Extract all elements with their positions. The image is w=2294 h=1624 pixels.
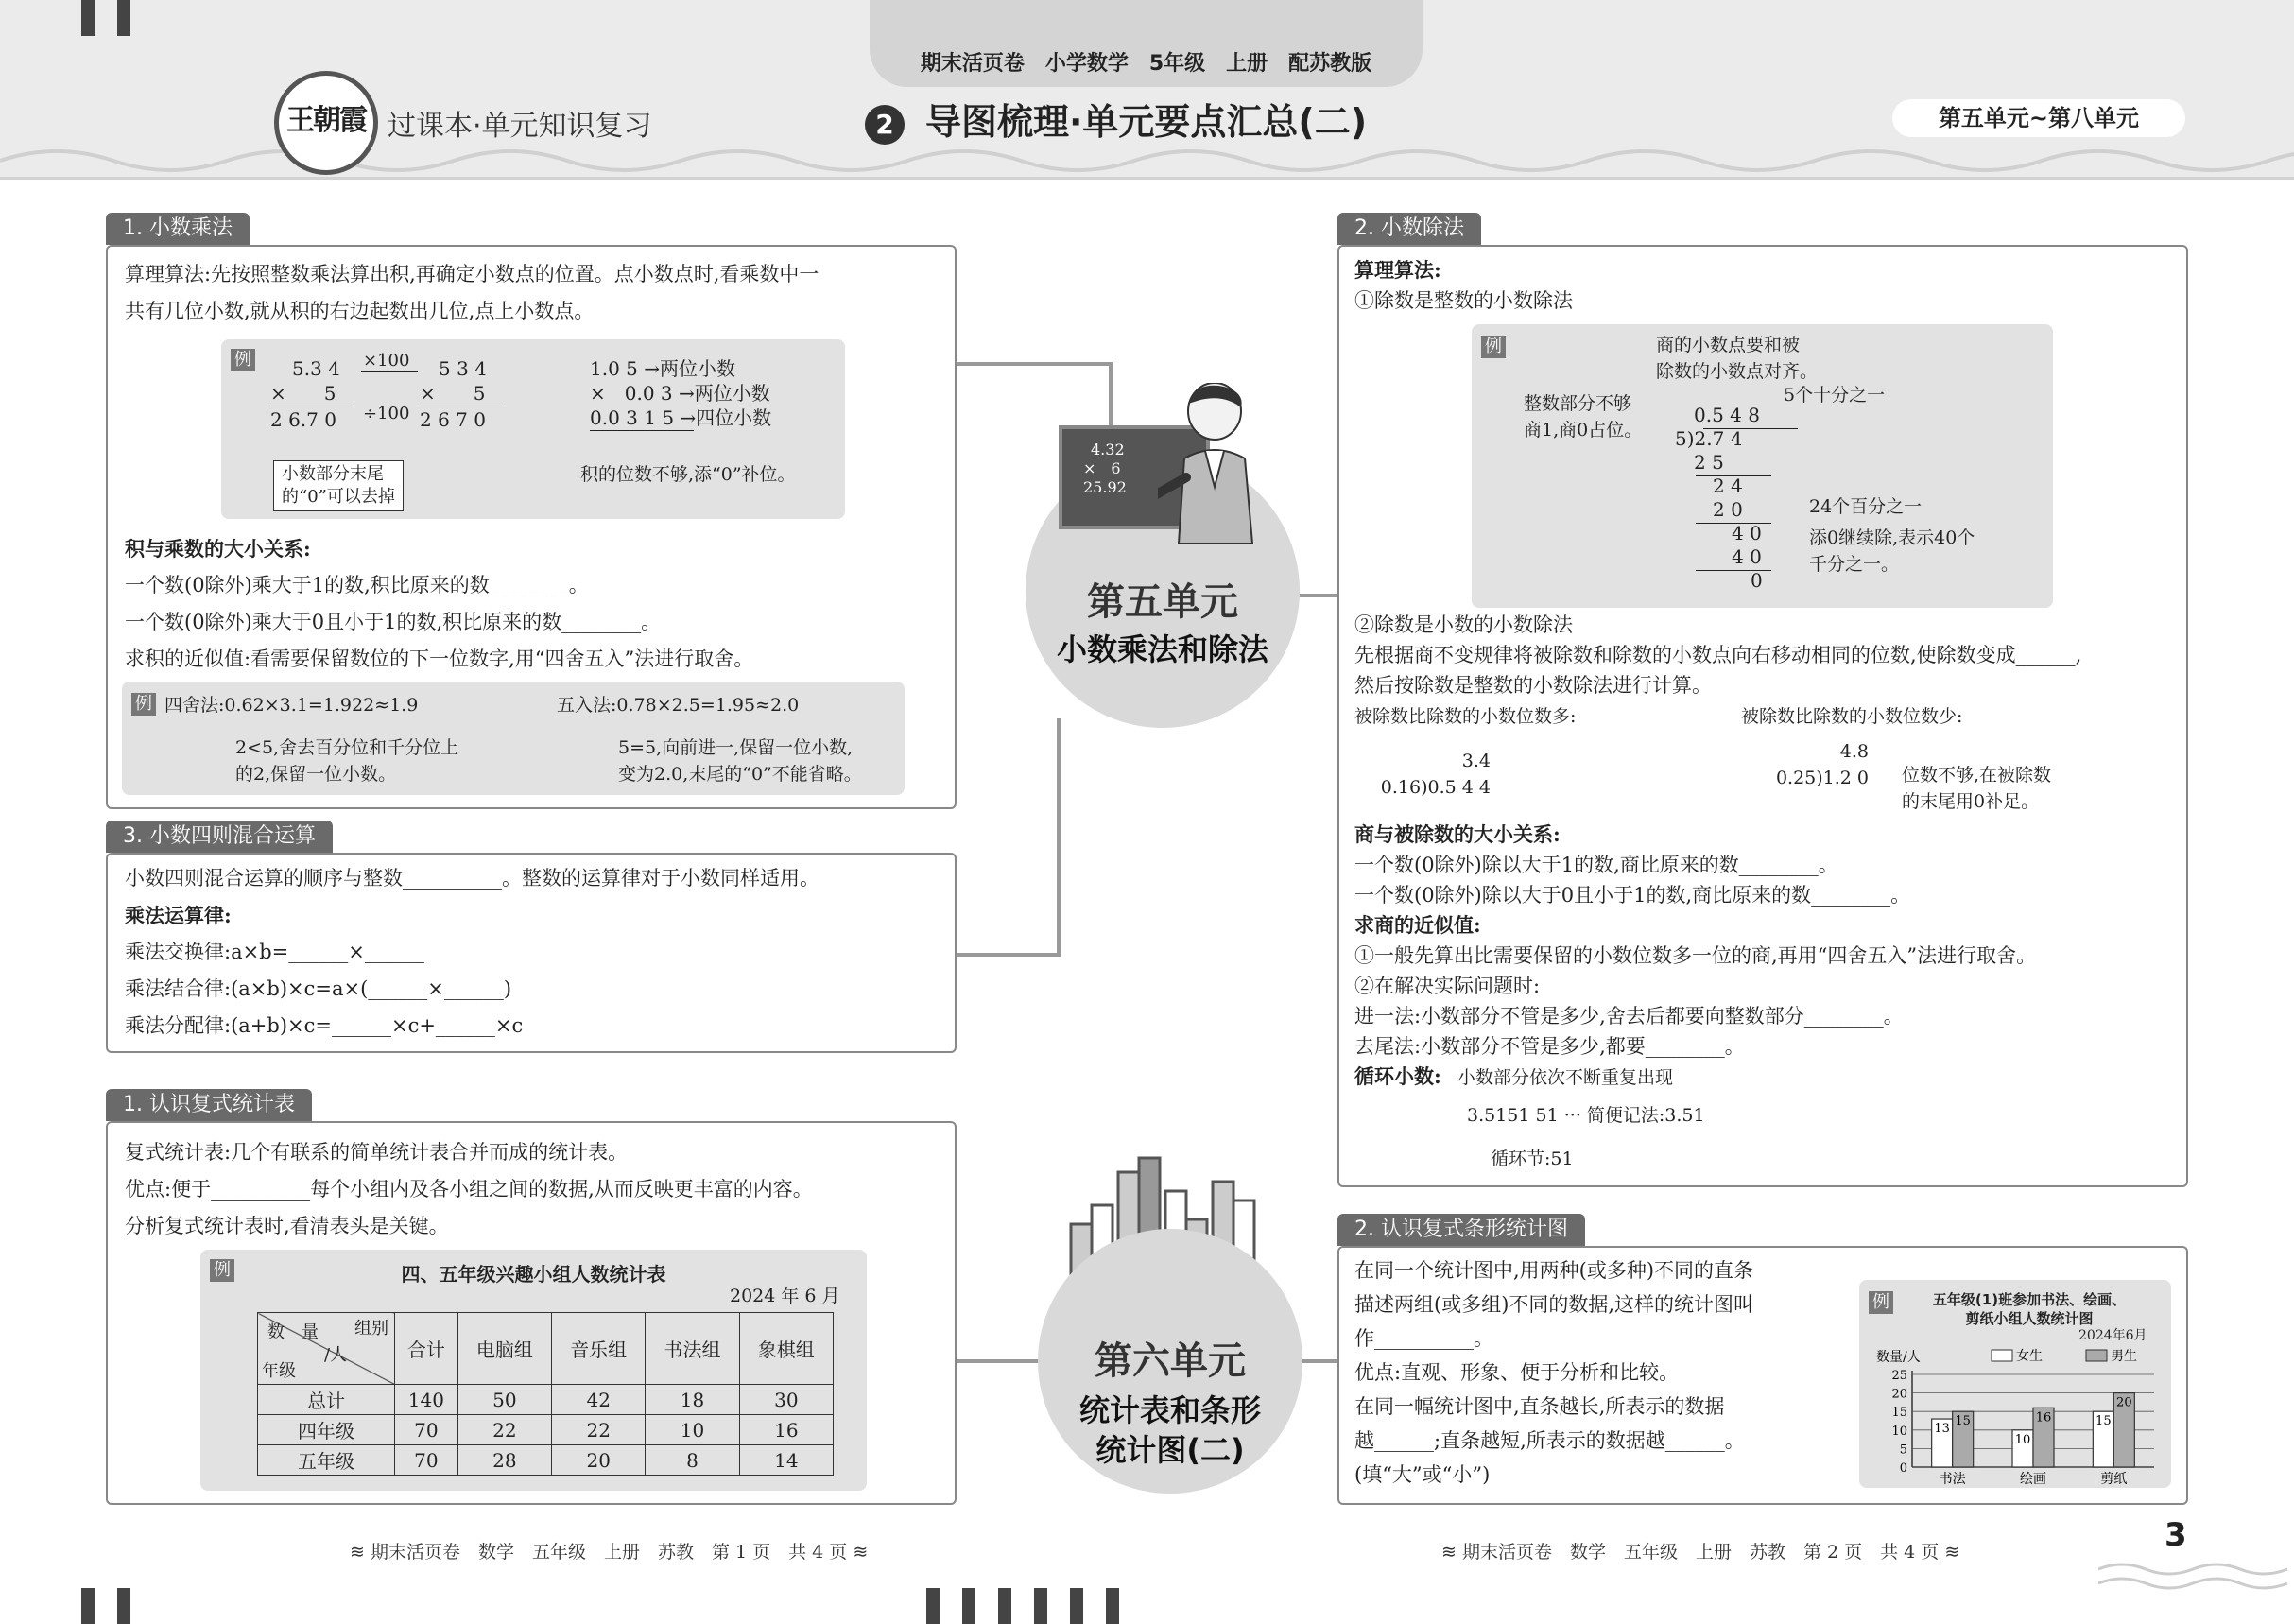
bleed-mark bbox=[1070, 1588, 1083, 1624]
example-tag: 例 bbox=[131, 693, 156, 716]
bar-value-label: 13 bbox=[1934, 1422, 1950, 1437]
unit-range-pill: 第五单元~第八单元 bbox=[1892, 99, 2185, 137]
bar-value-label: 15 bbox=[1955, 1414, 1971, 1429]
mult-rule-line2: 共有几位小数,就从积的右边起数出几位,点上小数点。 bbox=[125, 300, 595, 322]
footer-right: ≋ 期末活页卷 数学 五年级 上册 苏教 第 2 页 共 4 页 ≋ bbox=[1441, 1542, 1960, 1563]
y-tick-label: 20 bbox=[1891, 1387, 1907, 1402]
hub-unit5-title: 第五单元 bbox=[1087, 580, 1238, 624]
table-row bbox=[258, 1445, 834, 1476]
commutative-law: 乘法交换律:a×b=______×______ bbox=[125, 941, 424, 963]
mixed-ops-line2: 乘法运算律: bbox=[125, 904, 232, 927]
product-relation-title: 积与乘数的大小关系: bbox=[125, 537, 311, 561]
legend-boy-label: 男生 bbox=[2111, 1349, 2137, 1364]
logo-text: 王朝霞 bbox=[286, 104, 366, 137]
repeating-decimal-example: 3.5151 51 ··· 简便记法:3.51 bbox=[1467, 1105, 1705, 1126]
bar-length-3: (填“大”或“小”) bbox=[1354, 1463, 1491, 1486]
row-label: 总计 bbox=[258, 1385, 395, 1415]
corner-group: 组别 bbox=[354, 1319, 388, 1339]
hub-unit6-subtitle1: 统计表和条形 bbox=[1078, 1392, 1261, 1428]
section-number: 2 bbox=[865, 105, 905, 145]
table-row bbox=[258, 1415, 834, 1445]
cell: 50 bbox=[457, 1385, 551, 1415]
chart-title-2: 剪纸小组人数统计图 bbox=[1965, 1310, 2094, 1327]
chart-ylabel: 数量/人 bbox=[1876, 1350, 1921, 1365]
example-tag: 例 bbox=[210, 1259, 234, 1282]
section-title-compound-table: 1. 认识复式统计表 bbox=[106, 1089, 312, 1121]
legend-boy-swatch bbox=[2086, 1350, 2107, 1361]
chart-bars bbox=[1932, 1393, 2135, 1487]
quotient-approx-1: ①一般先算出比需要保留的小数位数多一位的商,再用“四舍五入”法进行取舍。 bbox=[1354, 944, 2037, 967]
cell: 20 bbox=[552, 1445, 646, 1476]
div-example-1: 3.4 0.16)0.5 4 4 bbox=[1380, 751, 1491, 798]
cell: 10 bbox=[646, 1415, 739, 1445]
y-tick-label: 5 bbox=[1899, 1443, 1907, 1458]
chart-title-1: 五年级(1)班参加书法、绘画、 bbox=[1932, 1291, 2127, 1308]
calc-b3: 2 6 7 0 bbox=[420, 408, 486, 431]
cell: 22 bbox=[552, 1415, 646, 1445]
y-tick-label: 0 bbox=[1899, 1461, 1907, 1476]
div-note-hundredths: 24个百分之一 bbox=[1809, 496, 1923, 517]
section-multiplication bbox=[106, 245, 957, 809]
cell: 8 bbox=[646, 1445, 739, 1476]
title-text: 导图梳理·单元要点汇总(二) bbox=[925, 101, 1368, 143]
legend-girl-swatch bbox=[1992, 1350, 2012, 1361]
example-tag: 例 bbox=[1481, 336, 1506, 358]
div-note-align: 商的小数点要和被 除数的小数点对齐。 bbox=[1656, 335, 1819, 382]
div-line bbox=[1696, 523, 1771, 524]
times-100-label: ×100 bbox=[363, 351, 410, 371]
hub-unit6-subtitle2: 统计图(二) bbox=[1095, 1432, 1245, 1468]
product-approx: 求积的近似值:看需要保留数位的下一位数字,用“四舍五入”法进行取舍。 bbox=[125, 648, 754, 670]
x-tick-label: 绘画 bbox=[2020, 1472, 2046, 1487]
col-header: 电脑组 bbox=[457, 1313, 551, 1385]
trailing-zero-note: 小数部分末尾 的“0”可以去掉 bbox=[273, 460, 404, 511]
bleed-mark bbox=[117, 1588, 130, 1624]
corner-per: /人 bbox=[324, 1345, 348, 1365]
calc-c-note: 积的位数不够,添“0”补位。 bbox=[580, 464, 796, 485]
example-tag: 例 bbox=[231, 349, 255, 371]
div-int-title: ①除数是整数的小数除法 bbox=[1354, 289, 1573, 312]
footer-left: ≋ 期末活页卷 数学 五年级 上册 苏教 第 1 页 共 4 页 ≋ bbox=[350, 1542, 869, 1563]
div-decimal-rule1: 先根据商不变规律将被除数和除数的小数点向右移动相同的位数,使除数变成______, bbox=[1354, 644, 2082, 666]
div-line bbox=[1696, 475, 1771, 476]
round-up-method: 进一法:小数部分不管是多少,舍去后都要向整数部分________。 bbox=[1354, 1005, 1904, 1028]
repeating-decimal-def: 小数部分依次不断重复出现 bbox=[1457, 1067, 1674, 1088]
bleed-mark bbox=[998, 1588, 1011, 1624]
example-tag: 例 bbox=[1869, 1291, 1893, 1314]
corner-grade: 年级 bbox=[262, 1361, 296, 1381]
round-down-note: 2<5,舍去百分位和千分位上 的2,保留一位小数。 bbox=[235, 737, 459, 785]
calc-a1: 5.3 4 bbox=[292, 357, 340, 380]
mixed-ops-line1: 小数四则混合运算的顺序与整数__________。整数的运算律对于小数同样适用。 bbox=[125, 867, 819, 890]
table-date: 2024 年 6 月 bbox=[730, 1286, 840, 1306]
legend-girl-label: 女生 bbox=[2016, 1349, 2043, 1364]
bar-length-2: 越______;直条越短,所表示的数据越______。 bbox=[1354, 1429, 1745, 1452]
product-relation-2: 一个数(0除外)乘大于0且小于1的数,积比原来的数________。 bbox=[125, 611, 662, 633]
table-tip: 分析复式统计表时,看清表头是关键。 bbox=[125, 1215, 449, 1237]
product-relation-1: 一个数(0除外)乘大于1的数,积比原来的数________。 bbox=[125, 574, 589, 596]
arrow-line bbox=[361, 371, 418, 372]
cell: 28 bbox=[457, 1445, 551, 1476]
corner-header bbox=[258, 1313, 395, 1385]
div-line bbox=[1696, 570, 1771, 571]
y-tick-label: 15 bbox=[1891, 1406, 1907, 1421]
bleed-mark bbox=[81, 1588, 95, 1624]
y-tick-label: 25 bbox=[1891, 1369, 1907, 1383]
repeating-period: 循环节:51 bbox=[1491, 1149, 1574, 1169]
calc-a3: 2 6.7 0 bbox=[270, 408, 336, 431]
section-mixed-ops bbox=[106, 853, 957, 1053]
cell: 22 bbox=[457, 1415, 551, 1445]
div-example-2: 4.8 0.25)1.2 0 bbox=[1775, 741, 1869, 788]
cell: 70 bbox=[395, 1445, 458, 1476]
quotient-approx-2: ②在解决实际问题时: bbox=[1354, 975, 1541, 997]
div-note-thousandths: 添0继续除,表示40个 千分之一。 bbox=[1809, 527, 1975, 575]
repeating-decimal-title: 循环小数: bbox=[1354, 1064, 1441, 1088]
bar-value-label: 10 bbox=[2014, 1432, 2031, 1447]
top-tab-text: 期末活页卷 小学数学 5年级 上册 配苏教版 bbox=[920, 52, 1372, 76]
section-division bbox=[1337, 245, 2188, 1187]
bar-def-3: 作__________。 bbox=[1354, 1327, 1493, 1350]
div-more-places: 被除数比除数的小数位数多: bbox=[1354, 706, 1577, 727]
x-tick-label: 书法 bbox=[1939, 1472, 1966, 1487]
hub-unit6 bbox=[1038, 1229, 1302, 1494]
quotient-relation-2: 一个数(0除外)除以大于0且小于1的数,商比原来的数________。 bbox=[1354, 884, 1911, 907]
board-line1: 4.32 bbox=[1091, 441, 1125, 458]
section-title-bar-chart: 2. 认识复式条形统计图 bbox=[1337, 1214, 1585, 1246]
div-example-2-note: 位数不够,在被除数 的末尾用0补足。 bbox=[1902, 765, 2052, 812]
compound-bar-chart bbox=[1859, 1280, 2171, 1488]
round-up-eq: 五入法:0.78×2.5=1.95≈2.0 bbox=[557, 695, 800, 716]
div-decimal-rule2: 然后按除数是整数的小数除法进行计算。 bbox=[1354, 674, 1712, 697]
associative-law: 乘法结合律:(a×b)×c=a×(______×______) bbox=[125, 977, 512, 1000]
x-tick-label: 剪纸 bbox=[2100, 1472, 2128, 1487]
div-fewer-places: 被除数比除数的小数位数少: bbox=[1741, 706, 1963, 727]
mult-example-box bbox=[221, 339, 845, 519]
row-label: 四年级 bbox=[258, 1415, 395, 1445]
section-title-mixed-ops: 3. 小数四则混合运算 bbox=[106, 821, 333, 853]
hub-unit6-title: 第六单元 bbox=[1095, 1339, 1246, 1383]
section-title-multiplication: 1. 小数乘法 bbox=[106, 213, 250, 245]
approx-example-box bbox=[122, 682, 905, 795]
bar-length-1: 在同一幅统计图中,直条越长,所表示的数据 bbox=[1354, 1395, 1725, 1418]
bar-value-label: 15 bbox=[2096, 1414, 2112, 1429]
board-line3: 25.92 bbox=[1083, 478, 1127, 496]
long-division-work: 0.5 4 8 5)2.7 4 2 5 2 4 2 0 4 0 4 0 0 bbox=[1675, 404, 1763, 592]
page-number: 3 bbox=[2165, 1516, 2187, 1554]
chart-date: 2024年6月 bbox=[2078, 1328, 2147, 1343]
bar-def-1: 在同一个统计图中,用两种(或多种)不同的直条 bbox=[1354, 1259, 1754, 1282]
cell: 16 bbox=[739, 1415, 833, 1445]
distributive-law: 乘法分配律:(a+b)×c=______×c+______×c bbox=[125, 1014, 524, 1037]
section-bar-chart bbox=[1337, 1246, 2188, 1505]
div-note-zero: 整数部分不够 商1,商0占位。 bbox=[1524, 393, 1643, 441]
calc-line bbox=[590, 430, 694, 431]
bar-def-2: 描述两组(或多组)不同的数据,这样的统计图叫 bbox=[1354, 1293, 1754, 1316]
cell: 18 bbox=[646, 1385, 739, 1415]
mult-rule-line1: 算理算法:先按照整数乘法算出积,再确定小数点的位置。点小数点时,看乘数中一 bbox=[125, 263, 819, 285]
table-title: 四、五年级兴趣小组人数统计表 bbox=[401, 1263, 666, 1286]
col-header: 象棋组 bbox=[739, 1313, 833, 1385]
bleed-mark bbox=[962, 1588, 975, 1624]
bar-value-label: 16 bbox=[2035, 1410, 2052, 1425]
table-header-row bbox=[258, 1313, 834, 1385]
calc-b1: 5 3 4 bbox=[439, 357, 487, 380]
teacher-illustration bbox=[1158, 383, 1271, 544]
div-example-box bbox=[1472, 324, 2053, 608]
row-label: 五年级 bbox=[258, 1445, 395, 1476]
col-header: 合计 bbox=[395, 1313, 458, 1385]
bleed-mark bbox=[1034, 1588, 1047, 1624]
corner-num: 数 量 bbox=[267, 1322, 319, 1342]
round-up-note: 5=5,向前进一,保留一位小数, 变为2.0,末尾的“0”不能省略。 bbox=[618, 737, 862, 785]
chart-example-box bbox=[1859, 1280, 2171, 1488]
stats-table bbox=[257, 1312, 834, 1476]
col-header: 书法组 bbox=[646, 1313, 739, 1385]
round-down-eq: 四舍法:0.62×3.1=1.922≈1.9 bbox=[164, 695, 419, 716]
calc-a2: × 5 bbox=[270, 382, 336, 405]
table-def: 复式统计表:几个有联系的简单统计表合并而成的统计表。 bbox=[125, 1141, 629, 1164]
div-decimal-title: ②除数是小数的小数除法 bbox=[1354, 613, 1573, 636]
calc-c: 1.0 5 →两位小数 × 0.0 3 →两位小数 0.0 3 1 5 →四位小数 bbox=[590, 357, 772, 429]
table-example-box bbox=[200, 1250, 867, 1491]
cell: 30 bbox=[739, 1385, 833, 1415]
col-header: 音乐组 bbox=[552, 1313, 646, 1385]
table-row bbox=[258, 1385, 834, 1415]
subtitle: 过课本·单元知识复习 bbox=[388, 110, 652, 143]
calc-b2: × 5 bbox=[420, 382, 486, 405]
quotient-relation-title: 商与被除数的大小关系: bbox=[1354, 822, 1561, 846]
cell: 140 bbox=[395, 1385, 458, 1415]
truncate-method: 去尾法:小数部分不管是多少,都要________。 bbox=[1354, 1035, 1745, 1058]
bar-advantage: 优点:直观、形象、便于分析和比较。 bbox=[1354, 1361, 1680, 1384]
cell: 14 bbox=[739, 1445, 833, 1476]
cell: 42 bbox=[552, 1385, 646, 1415]
y-tick-label: 10 bbox=[1891, 1424, 1907, 1439]
div-bracket-line bbox=[1703, 428, 1798, 429]
div-note-tenths: 5个十分之一 bbox=[1784, 385, 1886, 406]
quotient-relation-1: 一个数(0除外)除以大于1的数,商比原来的数________。 bbox=[1354, 854, 1838, 876]
section-compound-table bbox=[106, 1121, 957, 1505]
table-advantage: 优点:便于__________每个小组内及各小组之间的数据,从而反映更丰富的内容。 bbox=[125, 1178, 813, 1201]
bleed-mark bbox=[926, 1588, 940, 1624]
bleed-mark bbox=[1106, 1588, 1119, 1624]
cell: 70 bbox=[395, 1415, 458, 1445]
bar-value-label: 20 bbox=[2116, 1395, 2132, 1410]
hub-unit5-subtitle: 小数乘法和除法 bbox=[1056, 631, 1268, 667]
section-title-division: 2. 小数除法 bbox=[1337, 213, 1481, 245]
footer-wave bbox=[2098, 1560, 2294, 1598]
div-rule-title: 算理算法: bbox=[1354, 258, 1441, 282]
div-100-label: ÷100 bbox=[363, 404, 410, 423]
board-line2: × 6 bbox=[1083, 459, 1121, 477]
quotient-approx-title: 求商的近似值: bbox=[1354, 913, 1481, 937]
